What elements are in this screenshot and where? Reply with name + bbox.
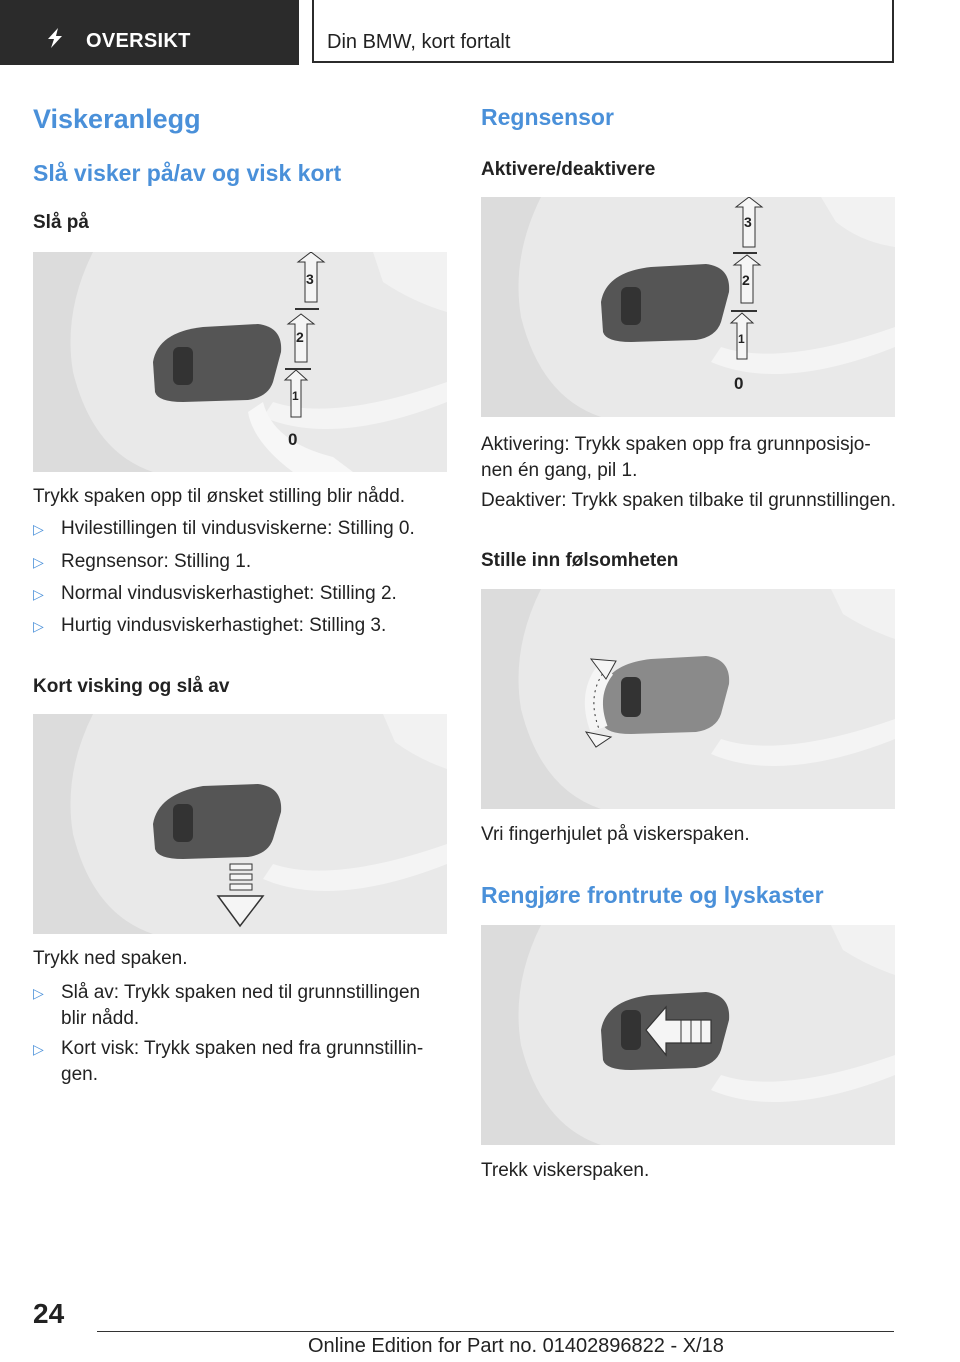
activate-text [481,432,895,484]
list-item-text: Hvilestillingen til vindusviskerne: Stilling 0. [61,518,415,539]
figure-wiper-on [33,252,447,472]
triangle-bullet-icon: ▷ [33,521,44,537]
figure-clean [481,925,895,1145]
list-item-text: Hurtig vindusviskerhastighet: Stilling 3. [61,615,387,636]
on-heading: Slå på [33,212,89,233]
list-item [33,980,447,1032]
triangle-bullet-icon: ▷ [33,618,44,634]
list-item [33,1036,447,1088]
list-item-text: Regnsensor: Stilling 1. [61,551,252,572]
list-item-text: blir nådd. [61,1008,140,1029]
sens-text: Vri fingerhjulet på viskerspaken. [481,824,750,845]
rain-sub-heading: Aktivere/deaktivere [481,159,656,180]
figure-wiper-short [33,714,447,934]
rain-sensor-title: Regnsensor [481,104,614,130]
list-item [33,516,447,542]
list-item-text: Kort visk: Trykk spaken ned fra grunnstillin- [61,1038,424,1059]
list-item [33,581,447,607]
fig3-label-0: 0 [734,374,744,393]
fig1-label-0: 0 [288,430,298,449]
fig3-label-3: 3 [744,214,752,230]
clean-title: Rengjøre frontrute og lyskaster [481,882,824,908]
activate-line: nen én gang, pil 1. [481,460,638,481]
deactivate-text: Deaktiver: Trykk spaken tilbake til grunnstillingen. [481,490,897,511]
footer-edition: Online Edition for Part no. 01402896822 - X/18 [308,1335,724,1357]
bolt-icon [44,28,66,51]
fig3-label-1: 1 [738,332,745,346]
short-text: Trykk ned spaken. [33,948,188,969]
triangle-bullet-icon: ▷ [33,985,44,1001]
section-subtitle: Slå visker på/av og visk kort [33,160,342,186]
on-text: Trykk spaken opp til ønsket stilling blir nådd. [33,486,406,507]
fig1-label-1: 1 [292,389,299,403]
short-heading: Kort visking og slå av [33,676,230,697]
triangle-bullet-icon: ▷ [33,1041,44,1057]
footer-divider [97,1331,894,1332]
fig3-label-2: 2 [742,272,750,288]
fig1-label-3: 3 [306,271,314,287]
header-tab-label: OVERSIKT [86,30,191,52]
activate-line: Aktivering: Trykk spaken opp fra grunnposisjo- [481,434,871,455]
list-item-text: Slå av: Trykk spaken ned til grunnstillingen [61,982,421,1003]
figure-rain-sensor [481,197,895,417]
list-item [33,549,447,575]
page-number: 24 [33,1298,65,1329]
fig1-label-2: 2 [296,329,304,345]
list-item-text: gen. [61,1064,98,1085]
clean-text: Trekk viskerspaken. [481,1160,650,1181]
header-section [312,0,894,63]
header-section-label: Din BMW, kort fortalt [327,31,511,53]
page-title: Viskeranlegg [33,104,201,134]
triangle-bullet-icon: ▷ [33,554,44,570]
sens-heading: Stille inn følsomheten [481,550,679,571]
list-item-text: Normal vindusviskerhastighet: Stilling 2. [61,583,397,604]
triangle-bullet-icon: ▷ [33,586,44,602]
figure-sensitivity [481,589,895,809]
list-item [33,613,447,639]
header-tab[interactable] [0,0,299,65]
